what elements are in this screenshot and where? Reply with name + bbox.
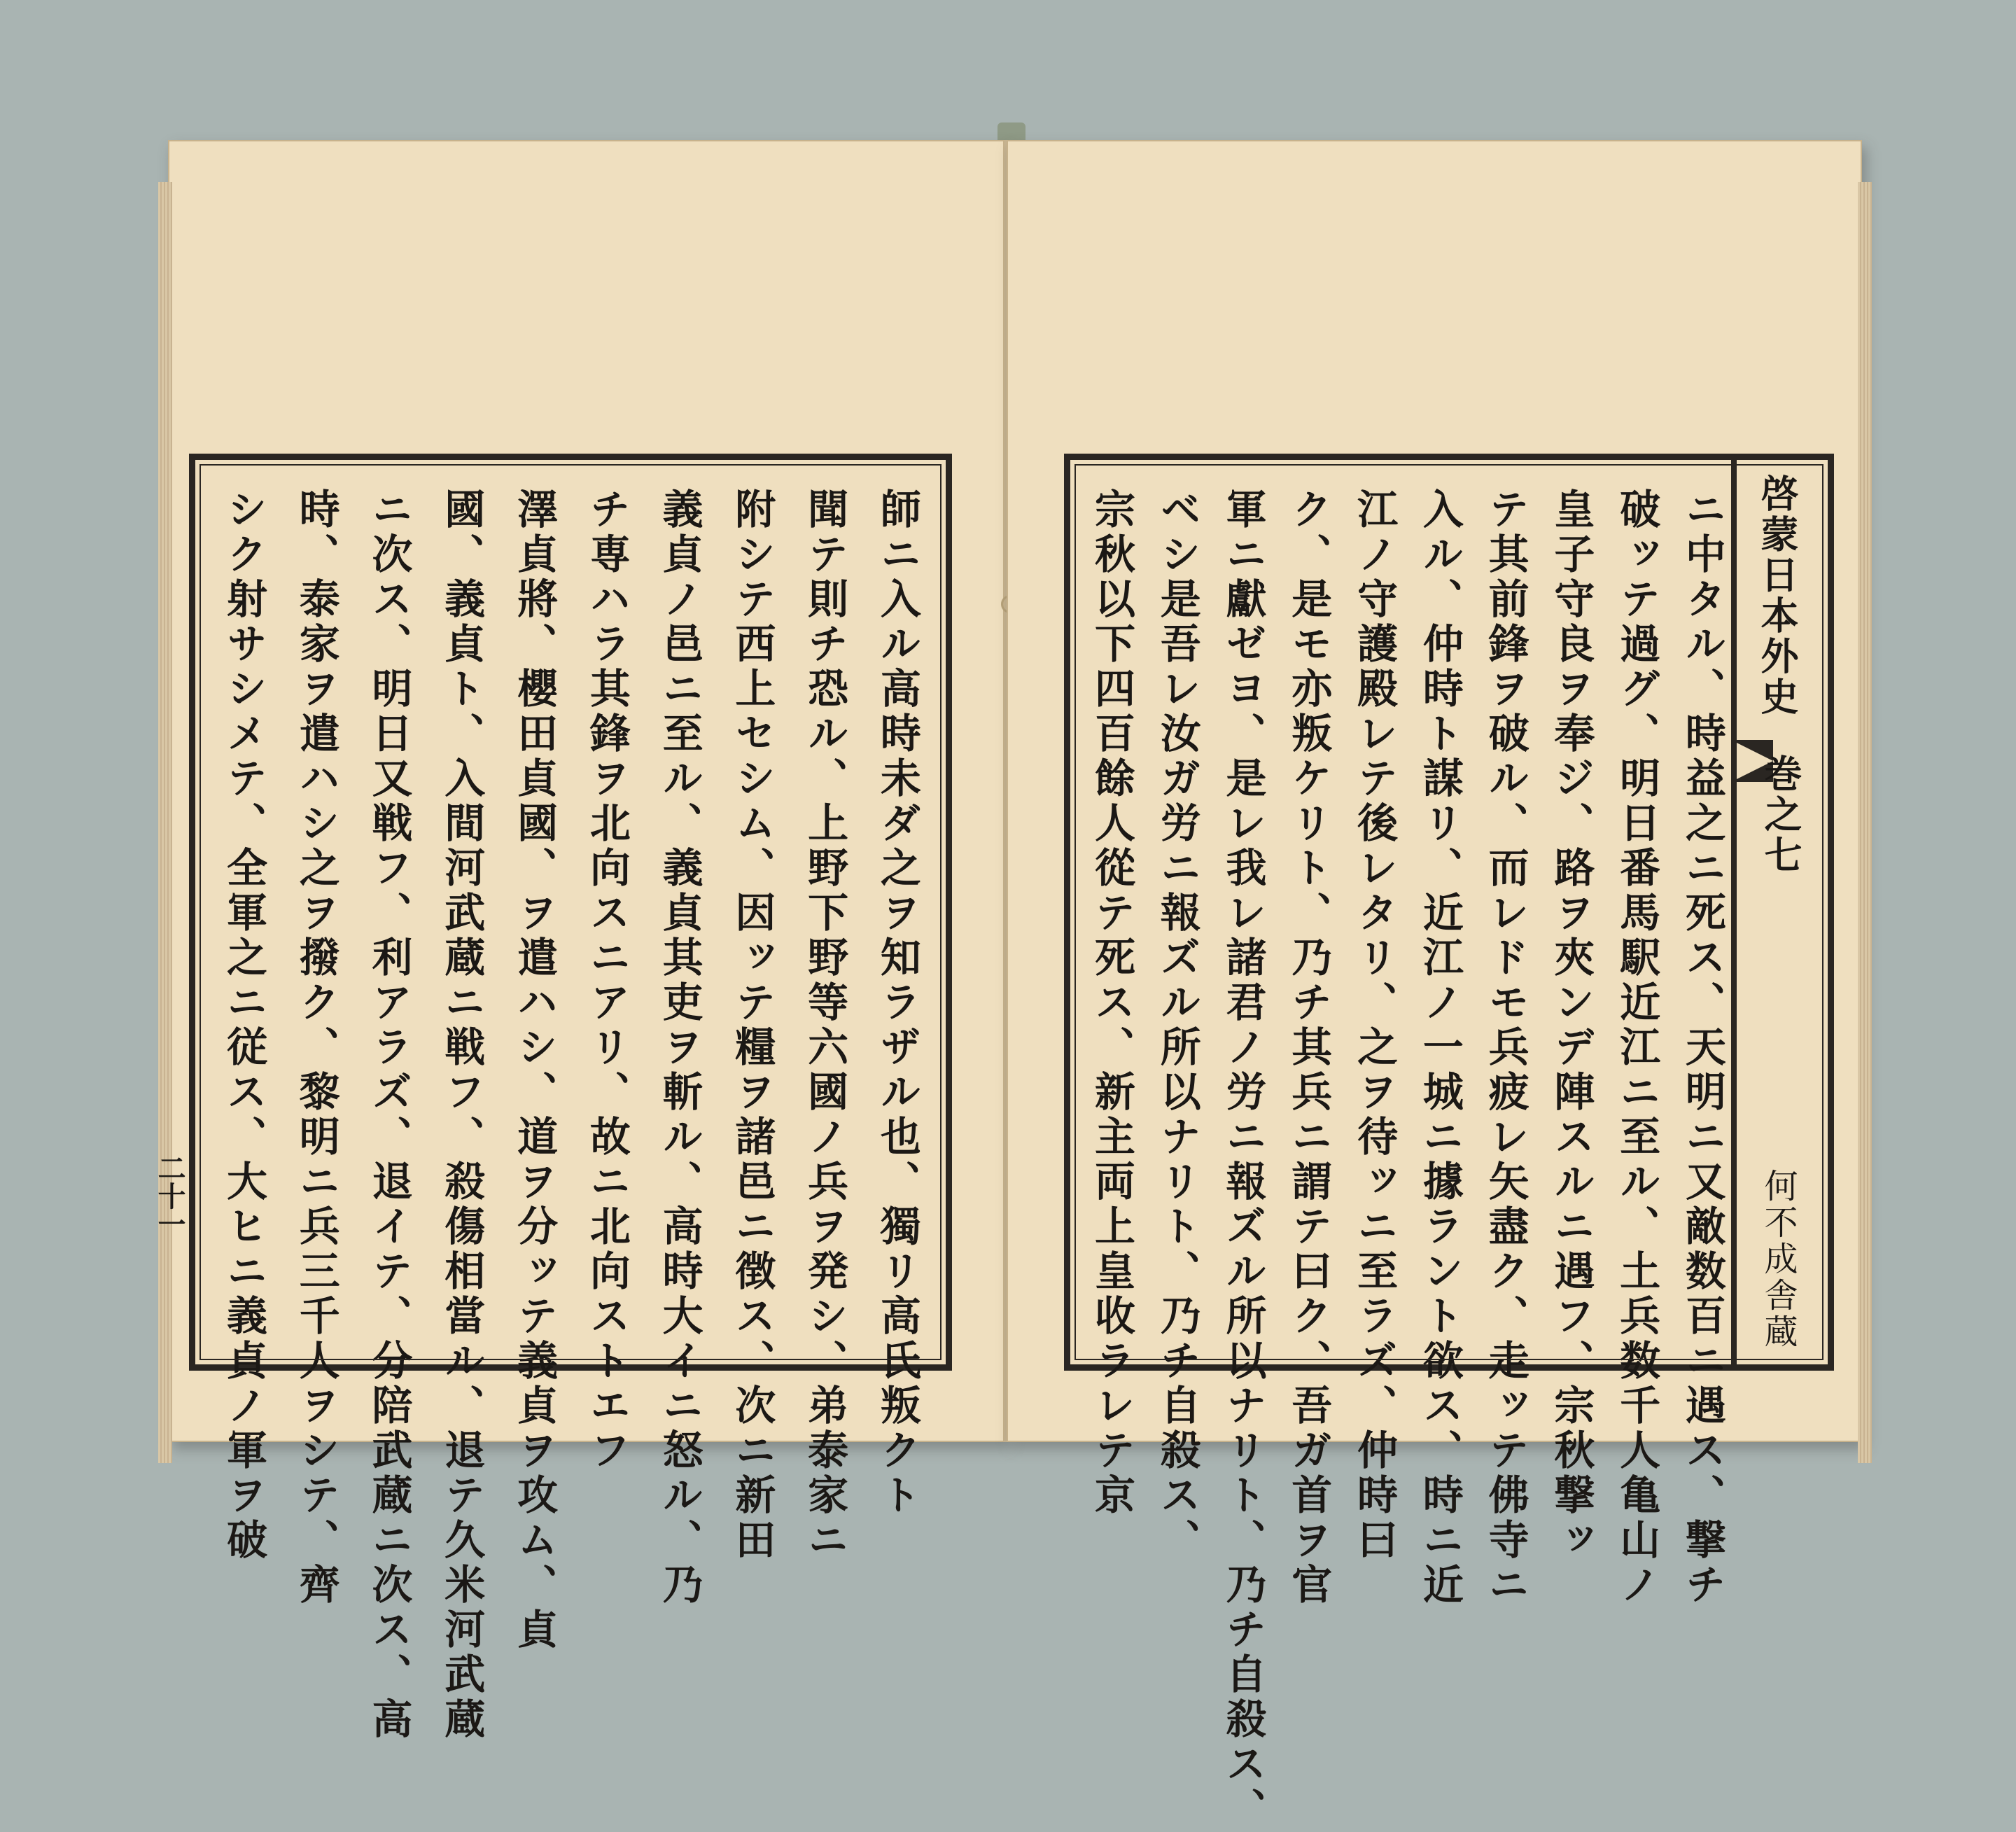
right-text-frame: [1064, 454, 1834, 1832]
text-column: ニ中タル、時益之ニ死ス、天明ニ又敵数百ニ遇ス、撃チ: [1678, 488, 1726, 1608]
left-text-frame: [189, 454, 952, 1742]
fish-tail-ornament: [1731, 740, 1773, 782]
left-page: [153, 140, 1007, 1742]
text-column: 澤貞將、櫻田貞國、ヲ遣ハシ、道ヲ分ッテ義貞ヲ攻ム、貞: [510, 488, 559, 1653]
text-column: 國、義貞ト、入間河武蔵ニ戦フ、殺傷相當ル、退テ久米河武蔵: [438, 488, 486, 1742]
folio-number: 二十一: [153, 1154, 186, 1238]
left-text-columns: [220, 488, 921, 1742]
text-column: チ専ハラ其鋒ヲ北向スニアリ、故ニ北向ストエフ: [582, 488, 631, 1474]
publisher-label: 何不成舎蔵: [1758, 1168, 1798, 1350]
text-column: ベシ是吾レ汝ガ労ニ報ズル所以ナリト、乃チ自殺ス、: [1153, 488, 1201, 1563]
right-page: [1007, 140, 1862, 1832]
right-text-columns: [1088, 488, 1726, 1832]
text-column: 附シテ西上セシム、因ッテ糧ヲ諸邑ニ徴ス、次ニ新田: [728, 488, 776, 1563]
text-column: 時、泰家ヲ遣ハシ之ヲ撥ク、黎明ニ兵三千人ヲシテ、齊: [292, 488, 340, 1608]
text-column: 皇子守良ヲ奉ジ、路ヲ夾ンデ陣スルニ遇フ、宗秋撃ッ: [1547, 488, 1595, 1563]
book-title: 啓蒙日本外史: [1755, 474, 1800, 718]
text-column: ニ次ス、明日又戦フ、利アラズ、退イテ、分陪武蔵ニ次ス、高: [365, 488, 413, 1742]
text-column: 破ッテ過グ、明日番馬駅近江ニ至ル、土兵数千人亀山ノ: [1613, 488, 1661, 1608]
left-margin: [147, 454, 189, 1371]
volume-label: 巻之七: [1758, 754, 1803, 876]
page-header-column: [1731, 460, 1828, 1364]
text-column: ク、是モ亦叛ケリト、乃チ其兵ニ謂テ曰ク、吾ガ首ヲ官: [1284, 488, 1333, 1608]
open-book: [153, 119, 1862, 1832]
text-column: テ其前鋒ヲ破ル、而レドモ兵疲レ矢盡ク、走ッテ佛寺ニ: [1481, 488, 1530, 1608]
right-page-edge: [1858, 182, 1872, 1463]
text-column: 江ノ守護殿レテ後レタリ、之ヲ待ッニ至ラズ、仲時曰: [1350, 488, 1399, 1563]
text-column: 聞テ則チ恐ル、上野下野等六國ノ兵ヲ発シ、弟泰家ニ: [801, 488, 849, 1563]
text-column: 軍ニ獻ゼヨ、是レ我レ諸君ノ労ニ報ズル所以ナリト、乃チ自殺ス、: [1219, 488, 1267, 1832]
text-column: 宗秋以下四百餘人從テ死ス、新主両上皇收ラレテ京: [1088, 488, 1135, 1518]
text-column: 師ニ入ル高時未ダ之ヲ知ラザル也、獨リ高氏叛クト: [873, 488, 921, 1518]
text-column: 入ル、仲時ト謀リ、近江ノ一城ニ據ラント欲ス、時ニ近: [1415, 488, 1464, 1608]
text-column: シク射サシメテ、全軍之ニ従ス、大ヒニ義貞ノ軍ヲ破: [220, 488, 267, 1563]
text-column: 義貞ノ邑ニ至ル、義貞其吏ヲ斬ル、高時大イニ怒ル、乃: [655, 488, 704, 1608]
